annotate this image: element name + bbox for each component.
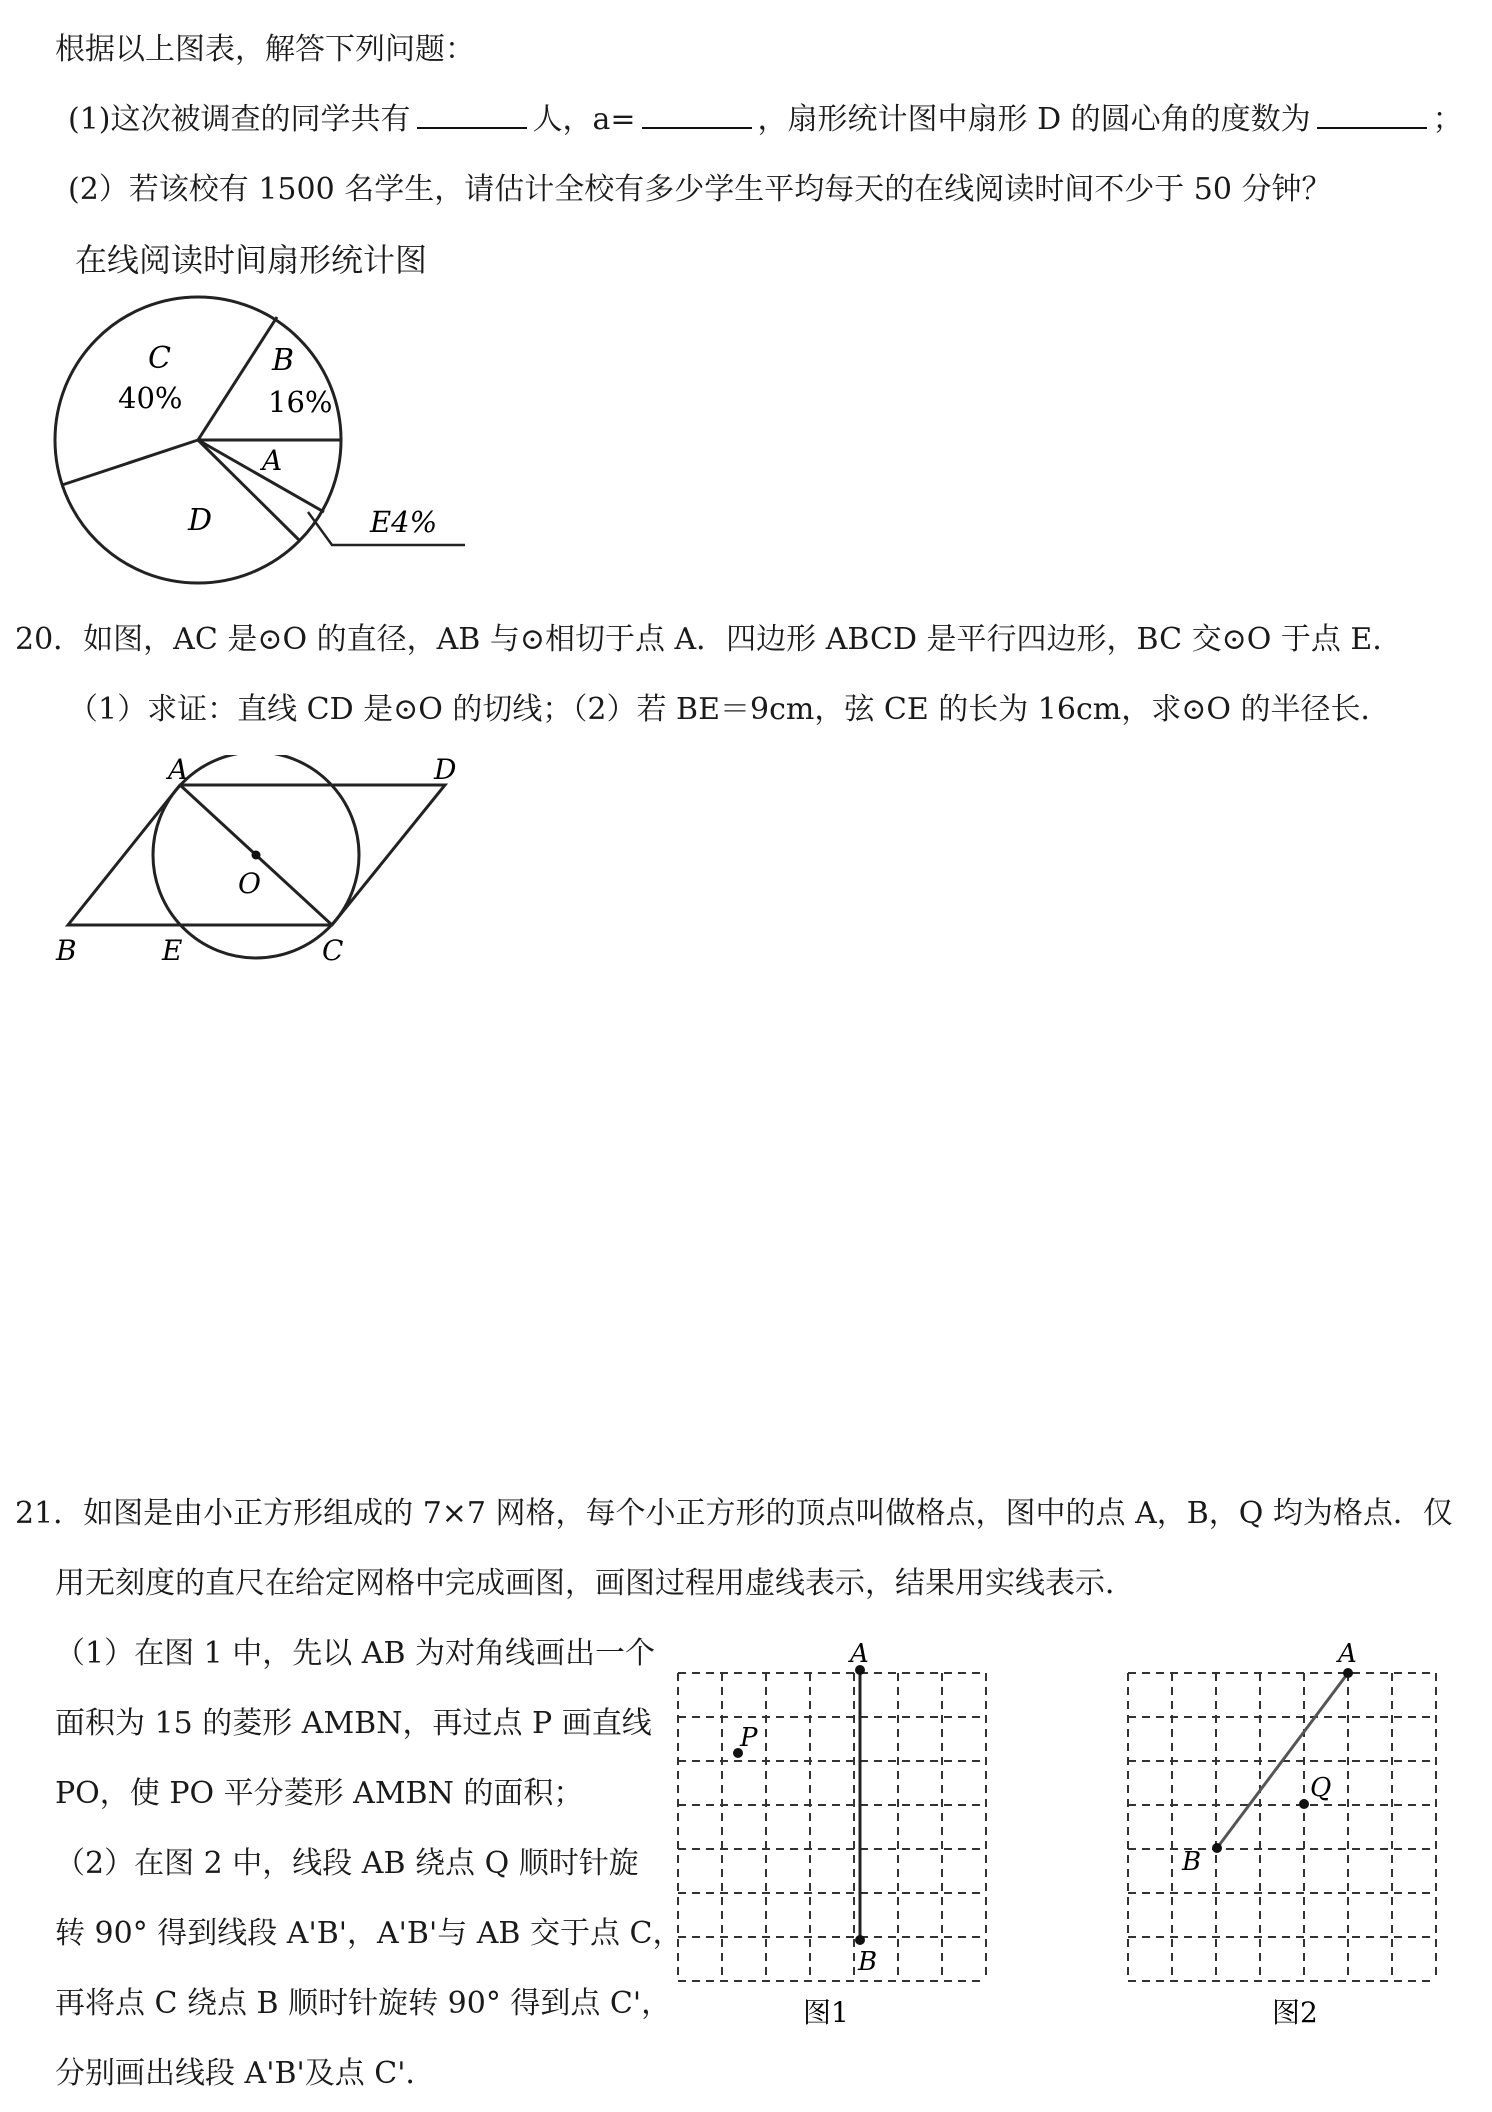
pie-chart-title: 在线阅读时间扇形统计图 [75, 241, 428, 279]
label-c: C [322, 934, 344, 967]
label-d: D [434, 755, 457, 786]
label-a-fig1: A [850, 1639, 869, 1669]
q21-line-6: 再将点 C 绕点 B 顺时针旋转 90° 得到点 C'， [55, 1986, 672, 2021]
grid-lines-2 [1128, 1673, 1436, 1981]
q19-part2: (2）若该校有 1500 名学生，请估计全校有多少学生平均每天的在线阅读时间不少于 50 分钟？ [68, 172, 1332, 207]
pie-label-b-pct: 16% [268, 385, 333, 419]
pie-divider-cb [198, 317, 277, 440]
point-a-fig2 [1343, 1668, 1353, 1678]
q21-line-4: （2）在图 2 中，线段 AB 绕点 Q 顺时针旋 [55, 1846, 639, 1881]
point-o [252, 851, 261, 860]
q21-stem-1: 21．如图是由小正方形组成的 7×7 网格，每个小正方形的顶点叫做格点，图中的点 A，B，Q 均为格点．仅 [15, 1496, 1453, 1531]
pie-label-b: B [272, 343, 295, 378]
caption-fig2: 图2 [1272, 1996, 1318, 2029]
grid-figure-1 [660, 1630, 1030, 2050]
label-o: O [238, 867, 261, 900]
point-b-fig1 [855, 1935, 865, 1945]
q19-intro: 根据以上图表，解答下列问题： [55, 32, 475, 67]
q19-part1-a: (1)这次被调查的同学共有 [68, 102, 411, 137]
label-p-fig1: P [740, 1723, 758, 1753]
q19-part1 [68, 100, 1463, 140]
label-a-fig2: A [1338, 1639, 1357, 1669]
pie-label-c-pct: 40% [118, 381, 183, 415]
pie-label-c: C [148, 341, 171, 376]
q20-stem: 20．如图，AC 是⊙O 的直径，AB 与⊙相切于点 A．四边形 ABCD 是平行四边形，BC 交⊙O 于点 E． [15, 622, 1403, 657]
q21-line-3: PO，使 PO 平分菱形 AMBN 的面积； [55, 1776, 584, 1811]
q19-part1-b: 人，a= [532, 102, 636, 137]
pie-label-d: D [188, 503, 213, 538]
label-b: B [56, 934, 77, 967]
q21-line-1: （1）在图 1 中，先以 AB 为对角线画出一个 [55, 1636, 656, 1671]
q19-part1-d: ； [1432, 102, 1463, 137]
point-q-fig2 [1299, 1799, 1309, 1809]
q20-figure [50, 755, 480, 970]
pie-label-a: A [262, 444, 283, 477]
blank-total[interactable] [417, 101, 527, 129]
q19-part1-c: ，扇形统计图中扇形 D 的圆心角的度数为 [757, 102, 1311, 137]
blank-angle[interactable] [1317, 101, 1427, 129]
point-b-fig2 [1212, 1843, 1222, 1853]
q20-parts: （1）求证：直线 CD 是⊙O 的切线；（2）若 BE＝9cm，弦 CE 的长为 16cm，求⊙O 的半径长． [68, 692, 1391, 727]
label-a: A [168, 755, 189, 786]
label-q-fig2: Q [1310, 1773, 1332, 1803]
q21-line-2: 面积为 15 的菱形 AMBN，再过点 P 画直线 [55, 1706, 652, 1741]
blank-a[interactable] [642, 101, 752, 129]
label-b-fig1: B [858, 1947, 878, 1977]
q21-line-7: 分别画出线段 A'B'及点 C'． [55, 2056, 436, 2091]
pie-divider-dc [62, 440, 198, 485]
pie-label-e: E4% [370, 505, 438, 539]
pie-chart [40, 290, 480, 590]
grid-figure-2 [1110, 1630, 1480, 2050]
label-e: E [162, 934, 183, 967]
label-b-fig2: B [1182, 1847, 1202, 1877]
grid-lines-1 [678, 1673, 986, 1981]
q21-line-5: 转 90° 得到线段 A'B'，A'B'与 AB 交于点 C， [55, 1916, 683, 1951]
q21-stem-2: 用无刻度的直尺在给定网格中完成画图，画图过程用虚线表示，结果用实线表示． [55, 1566, 1135, 1601]
caption-fig1: 图1 [803, 1996, 849, 2029]
